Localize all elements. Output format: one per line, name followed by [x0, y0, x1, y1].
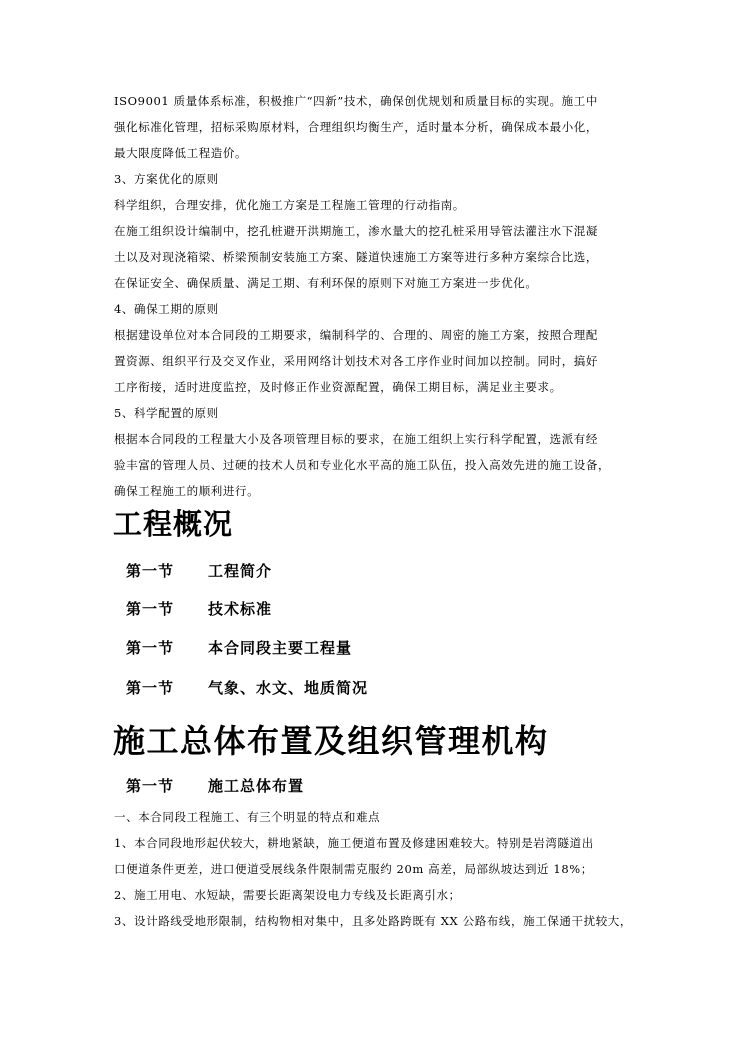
principles-text-block — [114, 88, 634, 504]
text-line: 3、设计路线受地形限制，结构物相对集中，且多处路跨既有 XX 公路布线，施工保通干扰较大， — [114, 914, 632, 928]
text-line: 置资源、组织平行及交叉作业，采用网络计划技术对各工序作业时间加以控制。同时，搞好 — [114, 354, 598, 368]
section-title: 施工总体布置 — [208, 777, 305, 795]
text-line: 强化标准化管理，招标采购原材料，合理组织均衡生产，适时量本分析，确保成本最小化， — [114, 120, 598, 134]
text-line: 口便道条件更差，进口便道受展线条件限制需克服约 20m 高差，局部纵坡达到近 18%； — [114, 862, 593, 876]
text-line: 工序衔接，适时进度监控，及时修正作业资源配置，确保工期目标，满足业主要求。 — [114, 380, 562, 394]
text-line: 最大限度降低工程造价。 — [114, 146, 248, 160]
section-heading — [126, 775, 304, 796]
text-line: ISO9001 质量体系标准，积极推广“四新”技术，确保创优规划和质量目标的实现。施工中 — [114, 94, 598, 108]
text-line: 1、本合同段地形起伏较大，耕地紧缺，施工便道布置及修建困难较大。特别是岩湾隧道出 — [114, 836, 594, 850]
subheading-line: 3、方案优化的原则 — [114, 172, 219, 186]
section-heading — [126, 637, 352, 658]
text-line: 2、施工用电、水短缺，需要长距离架设电力专线及长距离引水； — [114, 888, 461, 902]
section-number: 第一节 — [126, 639, 175, 657]
layout-text-block — [114, 804, 634, 934]
section-heading — [126, 598, 272, 619]
section-title: 本合同段主要工程量 — [208, 639, 353, 657]
section-number: 第一节 — [126, 679, 175, 697]
subheading-line: 一、本合同段工程施工、有三个明显的特点和难点 — [114, 810, 381, 824]
text-line: 确保工程施工的顺利进行。 — [114, 484, 260, 498]
section-title: 技术标准 — [208, 600, 273, 618]
text-line: 验丰富的管理人员、过硬的技术人员和专业化水平高的施工队伍，投入高效先进的施工设备， — [114, 458, 611, 472]
subheading-line: 4、确保工期的原则 — [114, 302, 219, 316]
section-number: 第一节 — [126, 777, 175, 795]
section-number: 第一节 — [126, 562, 175, 580]
section-heading — [126, 560, 272, 581]
text-line: 在保证安全、确保质量、满足工期、有利环保的原则下对施工方案进一步优化。 — [114, 276, 538, 290]
text-line: 根据本合同段的工程量大小及各项管理目标的要求，在施工组织上实行科学配置，选派有经 — [114, 432, 598, 446]
text-line: 根据建设单位对本合同段的工期要求，编制科学的、合理的、周密的施工方案，按照合理配 — [114, 328, 598, 342]
text-line: 土以及对现浇箱梁、桥梁预制安装施工方案、隧道快速施工方案等进行多种方案综合比选， — [114, 250, 598, 264]
subheading-line: 5、科学配置的原则 — [114, 406, 219, 420]
section-title: 工程简介 — [208, 562, 273, 580]
section-number: 第一节 — [126, 600, 175, 618]
text-line: 科学组织，合理安排，优化施工方案是工程施工管理的行动指南。 — [114, 198, 465, 212]
heading-construction-layout: 施工总体布置及组织管理机构 — [113, 722, 549, 760]
section-title: 气象、水文、地质简况 — [208, 679, 369, 697]
section-heading — [126, 677, 368, 698]
text-line: 在施工组织设计编制中，挖孔桩避开洪期施工，渗水量大的挖孔桩采用导管法灌注水下混凝 — [114, 224, 598, 238]
heading-project-overview: 工程概况 — [113, 507, 234, 541]
